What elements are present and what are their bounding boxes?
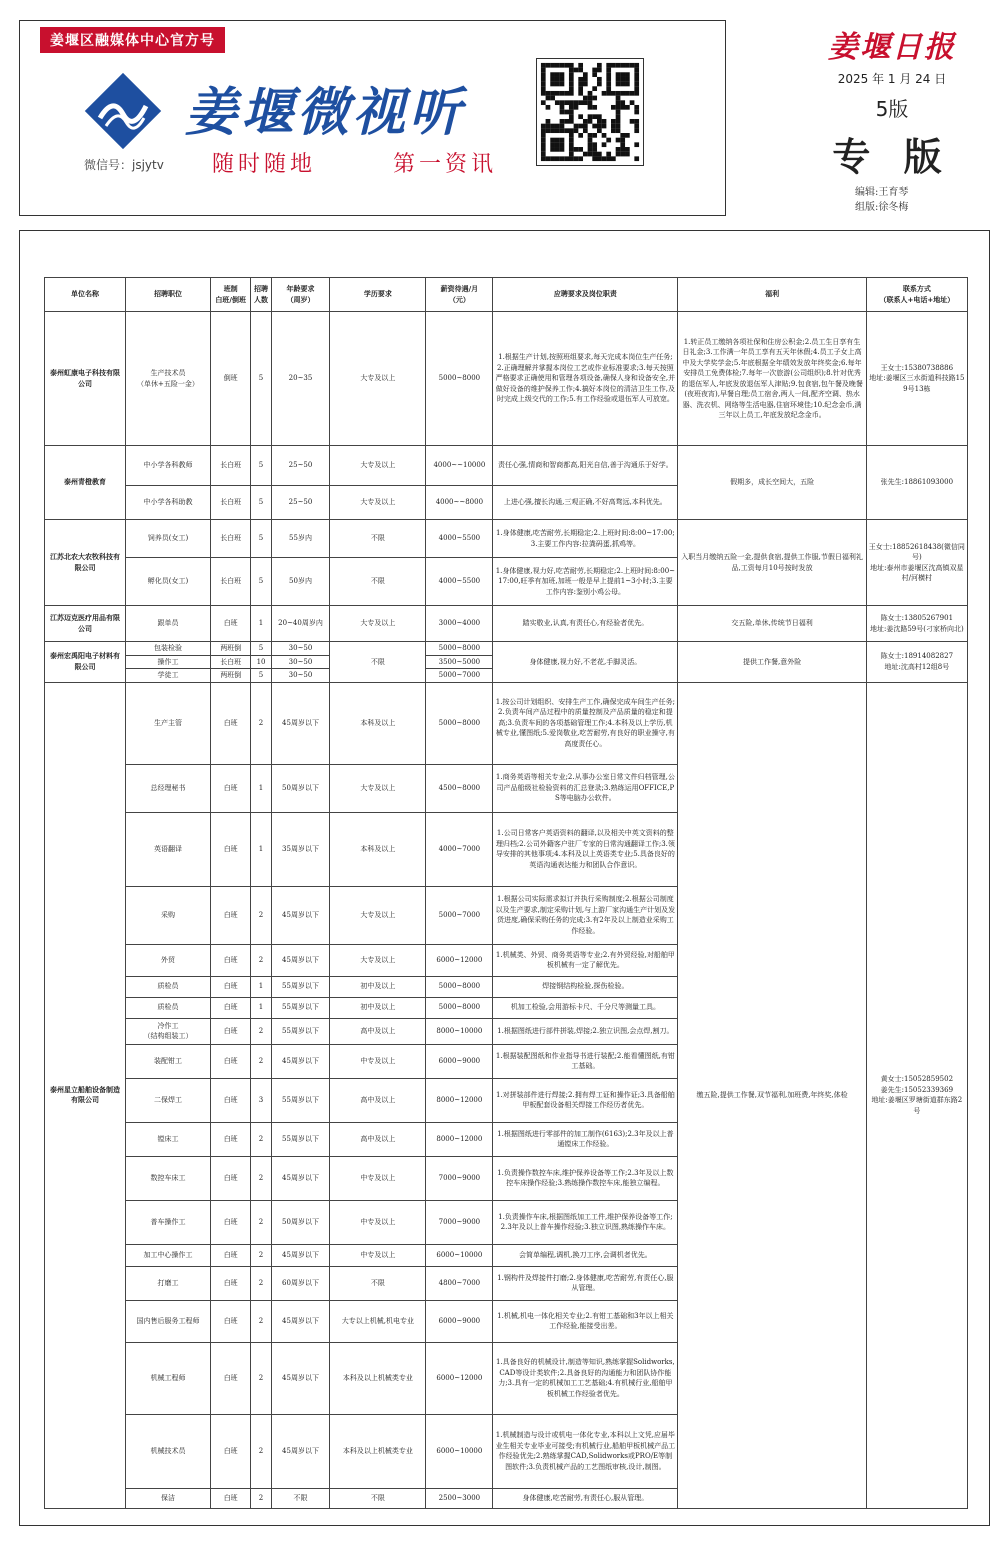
jiangyan-tv-logo-icon [78,66,168,156]
salary-range: 5000~8000 [426,312,493,446]
job-duties: 1.身体健康,视力好,吃苦耐劳,长期稳定;2.上班时间:8:00~17:00,旺季有加班,加班一般是早上提前1~3小时;3.主要工作内容:鉴别小鸡公母。 [493,558,678,606]
education-requirement: 大专以上机械,机电专业 [330,1300,426,1342]
contact-info: 陈女士:18914082827 地址:沈高村12组8号 [866,642,967,683]
banner-tagline: 姜堰区融媒体中心官方号 [40,27,225,53]
column-header: 学历要求 [330,278,426,312]
table-row [45,446,968,486]
headcount: 5 [251,642,271,656]
salary-range: 5000~8000 [426,642,493,656]
education-requirement: 大专及以上 [330,312,426,446]
salary-range: 4000~~8000 [426,486,493,520]
job-title: 装配钳工 [125,1044,210,1078]
job-title: 饲养员(女工) [125,520,210,558]
job-title: 数控车床工 [125,1156,210,1200]
education-requirement: 不限 [330,1488,426,1508]
headcount: 1 [251,976,271,997]
education-requirement: 不限 [330,1266,426,1300]
salary-range: 5000~8000 [426,976,493,997]
shift-type: 白班 [210,1018,250,1044]
company-name: 江苏迈克医疗用品有限公司 [45,606,126,642]
column-header: 联系方式 （联系人+电话+地址） [866,278,967,312]
job-duties: 踏实敬业,认真,有责任心,有经验者优先。 [493,606,678,642]
age-requirement: 45周岁以下 [271,1300,330,1342]
welfare: 假期多，成长空间大，五险 [678,446,866,520]
job-title: 质检员 [125,976,210,997]
job-duties: 会简单编程,调机,换刀工序,会调机者优先。 [493,1244,678,1266]
shift-type: 长白班 [210,520,250,558]
shift-type: 白班 [210,1414,250,1488]
issue-date: 2025 年 1 月 24 日 [837,72,947,86]
age-requirement: 50岁内 [271,558,330,606]
salary-range: 5000~7000 [426,886,493,944]
job-title: 外贸 [125,944,210,976]
salary-range: 5000~7000 [426,669,493,683]
education-requirement: 不限 [330,642,426,683]
headcount: 2 [251,1300,271,1342]
shift-type: 白班 [210,1300,250,1342]
company-name: 泰州虹康电子科技有限公司 [45,312,126,446]
headcount: 10 [251,655,271,669]
salary-range: 4500~8000 [426,764,493,812]
contact-info: 王女士:18852618438(微信同号) 地址:泰州市姜堰区沈高镇双星村/河横村 [866,520,967,606]
newspaper-name: 姜堰日报 [828,30,956,65]
job-duties: 1.机械制造与设计或机电一体化专业,本科以上文凭,应届毕业生相关专业毕业可接受;有机械行业,船舶甲板机械产品工作经验优先;2.熟练掌握CAD,Solidworks或PRO/E等制图软件;3.负责机械产品的工艺图纸审核,设计,制图。 [493,1414,678,1488]
job-title: 学徒工 [125,669,210,683]
shift-type: 白班 [210,1244,250,1266]
contact-info: 黄女士:15052859502 姜先生:15052339369 地址:姜堰区罗塘街道群东路2号 [866,682,967,1508]
age-requirement: 不限 [271,1488,330,1508]
contact-info: 陈女士:13805267901 地址:姜沈路59号(刁家桥向北) [866,606,967,642]
job-duties: 机加工检验,会用游标卡尺、千分尺等测量工具。 [493,997,678,1018]
job-duties: 1.根据公司实际需求拟订并执行采购制度;2.根据公司制度以及生产要求,制定采购计划,与上游厂家沟通生产计划及发货进度,确保采购任务的完成;3.有2年及以上制造业采购工作经验。 [493,886,678,944]
job-title: 中小学各科助教 [125,486,210,520]
shift-type: 两班倒 [210,642,250,656]
headcount: 3 [251,1078,271,1122]
salary-range: 6000~10000 [426,1244,493,1266]
headcount: 1 [251,812,271,886]
education-requirement: 中专及以上 [330,1044,426,1078]
job-duties: 1.钢构件及焊接件打磨;2.身体健康,吃苦耐劳,有责任心,服从管理。 [493,1266,678,1300]
salary-range: 4000~7000 [426,812,493,886]
job-duties: 1.负责操作数控车床,维护保养设备等工作;2.3年及以上数控车床操作经验;3.熟练操作数控车床,能独立编程。 [493,1156,678,1200]
age-requirement: 45周岁以下 [271,886,330,944]
job-duties: 1.具备良好的机械设计,制造等知识,熟练掌握Solidworks,CAD等设计类软件;2.具备良好的沟通能力和团队协作能力;3.具有一定的机械加工工艺基础;4.有机械行业,船舶甲板机械工作经验者优先。 [493,1342,678,1414]
job-title: 保洁 [125,1488,210,1508]
column-header: 福利 [678,278,866,312]
salary-range: 6000~9000 [426,1044,493,1078]
shift-type: 白班 [210,1200,250,1244]
salary-range: 8000~10000 [426,1018,493,1044]
table-row [45,520,968,558]
headcount: 2 [251,1018,271,1044]
age-requirement: 45周岁以下 [271,944,330,976]
age-requirement: 45周岁以下 [271,1156,330,1200]
salary-range: 3500~5000 [426,655,493,669]
headcount: 2 [251,1342,271,1414]
shift-type: 白班 [210,1156,250,1200]
job-duties: 身体健康,视力好,不老花,手脚灵活。 [493,642,678,683]
age-requirement: 45周岁以下 [271,1342,330,1414]
editor: 编辑:王育琴 [855,187,909,198]
shift-type: 长白班 [210,558,250,606]
job-title: 生产主管 [125,682,210,764]
headcount: 5 [251,446,271,486]
job-duties: 1.根据图纸进行部件拼装,焊接;2.独立识图,会点焊,割刀。 [493,1018,678,1044]
table-row [45,312,968,446]
headcount: 2 [251,1044,271,1078]
job-title: 中小学各科教师 [125,446,210,486]
page-number: 5版 [875,97,909,121]
salary-range: 3000~4000 [426,606,493,642]
shift-type: 白班 [210,1078,250,1122]
shift-type: 长白班 [210,446,250,486]
job-duties: 焊接钢结构检验,探伤检验。 [493,976,678,997]
salary-range: 7000~9000 [426,1200,493,1244]
job-title: 质检员 [125,997,210,1018]
job-duties: 1.根据图纸进行零部件的加工制作(6163);2.3年及以上普通镗床工作经验。 [493,1122,678,1156]
job-title: 机械技术员 [125,1414,210,1488]
headcount: 5 [251,312,271,446]
salary-range: 2500~3000 [426,1488,493,1508]
column-header: 薪资待遇/月 （元） [426,278,493,312]
job-duties: 身体健康,吃苦耐劳,有责任心,服从管理。 [493,1488,678,1508]
job-duties: 责任心强,情商和智商都高,阳光自信,善于沟通乐于好学。 [493,446,678,486]
age-requirement: 55岁内 [271,520,330,558]
salary-range: 6000~12000 [426,1342,493,1414]
recruitment-table [44,277,968,1509]
shift-type: 长白班 [210,655,250,669]
job-duties: 1.对拼装部件进行焊接;2.拥有焊工证和操作证;3.具备船舶甲板配套设备相关焊接工作经历者优先。 [493,1078,678,1122]
age-requirement: 60周岁以下 [271,1266,330,1300]
education-requirement: 高中及以上 [330,1018,426,1044]
salary-range: 4000~5500 [426,558,493,606]
education-requirement: 大专及以上 [330,486,426,520]
salary-range: 4800~7000 [426,1266,493,1300]
shift-type: 白班 [210,944,250,976]
headcount: 5 [251,669,271,683]
age-requirement: 55周岁以下 [271,1018,330,1044]
column-header: 班制 白班/倒班 [210,278,250,312]
wechat-id: 微信号：jsjytv [84,158,164,172]
salary-range: 4000~~10000 [426,446,493,486]
job-duties: 1.机械类、外贸、商务英语等专业;2.有外贸经验,对船舶甲板机械有一定了解优先。 [493,944,678,976]
job-title: 包装检验 [125,642,210,656]
shift-type: 白班 [210,764,250,812]
education-requirement: 本科及以上 [330,682,426,764]
welfare: 提供工作餐,意外险 [678,642,866,683]
age-requirement: 25~50 [271,486,330,520]
shift-type: 白班 [210,1266,250,1300]
editor-credits [855,185,908,215]
column-header: 年龄要求 （周岁） [271,278,330,312]
education-requirement: 大专及以上 [330,446,426,486]
age-requirement: 45周岁以下 [271,682,330,764]
education-requirement: 中专及以上 [330,1156,426,1200]
shift-type: 倒班 [210,312,250,446]
job-duties: 1.身体健康,吃苦耐劳,长期稳定;2.上班时间:8:00~17:00;3.主要工作内容:拉粪码蛋,抓鸡等。 [493,520,678,558]
salary-range: 5000~8000 [426,682,493,764]
column-header: 单位名称 [45,278,126,312]
salary-range: 6000~9000 [426,1300,493,1342]
job-title: 加工中心操作工 [125,1244,210,1266]
table-row [45,606,968,642]
education-requirement: 高中及以上 [330,1122,426,1156]
job-title: 生产技术员 （单休+五险一金） [125,312,210,446]
table-row [45,642,968,656]
job-title: 打磨工 [125,1266,210,1300]
education-requirement: 大专及以上 [330,764,426,812]
age-requirement: 55周岁以下 [271,1122,330,1156]
education-requirement: 不限 [330,520,426,558]
headcount: 2 [251,682,271,764]
headcount: 5 [251,558,271,606]
age-requirement: 55周岁以下 [271,976,330,997]
job-duties: 1.商务英语等相关专业;2.从事办公室日常文件归档管理,公司产品船级社检验资料的汇总登录;3.熟练运用OFFICE,PS等电脑办公软件。 [493,764,678,812]
table-row [45,682,968,764]
company-name: 江苏北农大农牧科技有限公司 [45,520,126,606]
column-header: 招聘职位 [125,278,210,312]
qr-code-icon [536,58,644,166]
age-requirement: 45周岁以下 [271,1414,330,1488]
education-requirement: 高中及以上 [330,1078,426,1122]
job-title: 采购 [125,886,210,944]
job-title: 总经理秘书 [125,764,210,812]
job-title: 机械工程师 [125,1342,210,1414]
job-duties: 1.机械,机电一体化相关专业;2.有钳工基础和3年以上相关工作经验,能接受出差。 [493,1300,678,1342]
job-title: 冷作工 （结构组装工） [125,1018,210,1044]
age-requirement: 30~50 [271,655,330,669]
age-requirement: 30~50 [271,669,330,683]
education-requirement: 初中及以上 [330,997,426,1018]
headcount: 2 [251,1414,271,1488]
headcount: 2 [251,1156,271,1200]
job-title: 跟单员 [125,606,210,642]
age-requirement: 45周岁以下 [271,1044,330,1078]
headcount: 1 [251,764,271,812]
education-requirement: 本科及以上 [330,812,426,886]
job-duties: 1.按公司计划组织、安排生产工作,确保完成车间生产任务;2.负责车间产品过程中的质量控制及产品质量的稳定和提高;3.负责车间的各项基础管理工作;4.本科及以上学历,机械专业,懂图纸;5.爱岗敬业,吃苦耐劳,有良好的职业操守,有高度责任心。 [493,682,678,764]
age-requirement: 45周岁以下 [271,1244,330,1266]
shift-type: 白班 [210,1488,250,1508]
education-requirement: 大专及以上 [330,944,426,976]
headcount: 2 [251,886,271,944]
headcount: 2 [251,1244,271,1266]
age-requirement: 25~50 [271,446,330,486]
slogan-left: 随时随地 [212,152,317,177]
company-name: 泰州宏禹阳电子材料有限公司 [45,642,126,683]
salary-range: 8000~12000 [426,1078,493,1122]
headcount: 1 [251,606,271,642]
shift-type: 白班 [210,886,250,944]
contact-info: 王女士:15380738886 地址:姜堰区三水街道科技路159号13栋 [866,312,967,446]
age-requirement: 55周岁以下 [271,1078,330,1122]
age-requirement: 35周岁以下 [271,812,330,886]
age-requirement: 20~40周岁内 [271,606,330,642]
education-requirement: 不限 [330,558,426,606]
shift-type: 白班 [210,606,250,642]
headcount: 2 [251,1266,271,1300]
welfare: 缴五险,提供工作餐,双节福利,加班费,年终奖,体检 [678,682,866,1508]
brand-name: 姜堰微视听 [185,82,466,143]
welfare: 交五险,单休,传统节日福利 [678,606,866,642]
education-requirement: 大专及以上 [330,606,426,642]
headcount: 2 [251,1122,271,1156]
job-duties: 1.公司日常客户英语资料的翻译,以及相关中英文资料的整理归档;2.公司外籍客户驻厂专家的日常沟通翻译工作;3.领导安排的其他事项;4.本科及以上英语类专业;5.具备良好的英语沟通表达能力和团队合作意识。 [493,812,678,886]
job-duties: 1.根据装配图纸和作业指导书进行装配;2.能看懂图纸,有钳工基础。 [493,1044,678,1078]
headcount: 5 [251,486,271,520]
shift-type: 长白班 [210,486,250,520]
job-title: 孵化员(女工) [125,558,210,606]
welfare: 1.转正员工缴纳各项社保和住房公积金;2.员工生日享有生日礼金;3.工作满一年员工享有五天年休假;4.员工子女上高中及大学奖学金;5.年底根据全年绩效发放年终奖金;6.每年安排员工免费体检;7.每年一次旅游(公司组织);8.针对优秀的退伍军人,年底发放退伍军人津贴;9.包食宿,包午餐及晚餐(夜班夜宵),早餐自理;员工宿舍,两人一间,配齐空调、热水器、洗衣机、网络等生活电器,住宿环境佳;10.纪念金币,满三年以上员工,年底发放纪念金币。 [678,312,866,446]
shift-type: 白班 [210,997,250,1018]
education-requirement: 本科及以上机械类专业 [330,1342,426,1414]
section-title: 专 版 [832,134,952,179]
headcount: 1 [251,997,271,1018]
education-requirement: 本科及以上机械类专业 [330,1414,426,1488]
shift-type: 白班 [210,1122,250,1156]
shift-type: 白班 [210,1342,250,1414]
job-title: 国内售后服务工程师 [125,1300,210,1342]
column-header: 应聘要求及岗位职责 [493,278,678,312]
education-requirement: 大专及以上 [330,886,426,944]
headcount: 2 [251,1488,271,1508]
job-title: 操作工 [125,655,210,669]
age-requirement: 50周岁以下 [271,1200,330,1244]
company-name: 泰州青橙教育 [45,446,126,520]
salary-range: 4000~5500 [426,520,493,558]
job-title: 普车操作工 [125,1200,210,1244]
salary-range: 7000~9000 [426,1156,493,1200]
salary-range: 8000~12000 [426,1122,493,1156]
age-requirement: 30~50 [271,642,330,656]
education-requirement: 中专及以上 [330,1200,426,1244]
job-duties: 1.根据生产计划,按照班组要求,每天完成本岗位生产任务;2.正确理解并掌握本岗位工艺或作业标准要求;3.每天按照严格要求正确使用和管理各项设备,确保人身和设备安全,并做好设备的维护保养工作;4.搞好本岗位的清洁卫生工作,及时完成上级交代的工作;5.有工作经验或退伍军人可放宽。 [493,312,678,446]
job-duties: 上进心强,擅长沟通,三观正确,不好高骛远,本科优先。 [493,486,678,520]
layout-editor: 组版:徐冬梅 [855,202,909,213]
contact-info: 张先生:18861093000 [866,446,967,520]
shift-type: 白班 [210,976,250,997]
shift-type: 白班 [210,1044,250,1078]
job-title: 镗床工 [125,1122,210,1156]
education-requirement: 初中及以上 [330,976,426,997]
shift-type: 两班倒 [210,669,250,683]
salary-range: 6000~12000 [426,944,493,976]
column-header: 招聘 人数 [251,278,271,312]
headcount: 2 [251,1200,271,1244]
age-requirement: 50周岁以下 [271,764,330,812]
shift-type: 白班 [210,682,250,764]
job-duties: 1.负责操作车床,根据图纸加工工件,维护保养设备等工作;2.3年及以上普车操作经验;3.独立识图,熟练操作车床。 [493,1200,678,1244]
education-requirement: 中专及以上 [330,1244,426,1266]
table-header-row [45,278,968,312]
slogan-right: 第一资讯 [393,152,498,177]
job-title: 英语翻译 [125,812,210,886]
job-title: 二保焊工 [125,1078,210,1122]
company-name: 泰州星立船舶设备制造有限公司 [45,682,126,1508]
headcount: 5 [251,520,271,558]
age-requirement: 20~35 [271,312,330,446]
salary-range: 6000~10000 [426,1414,493,1488]
welfare: 入职当月缴纳五险一金,提供食宿,提供工作服,节假日福利礼品,工资每月10号按时发放 [678,520,866,606]
headcount: 2 [251,944,271,976]
masthead [812,22,972,181]
shift-type: 白班 [210,812,250,886]
age-requirement: 55周岁以下 [271,997,330,1018]
salary-range: 5000~8000 [426,997,493,1018]
